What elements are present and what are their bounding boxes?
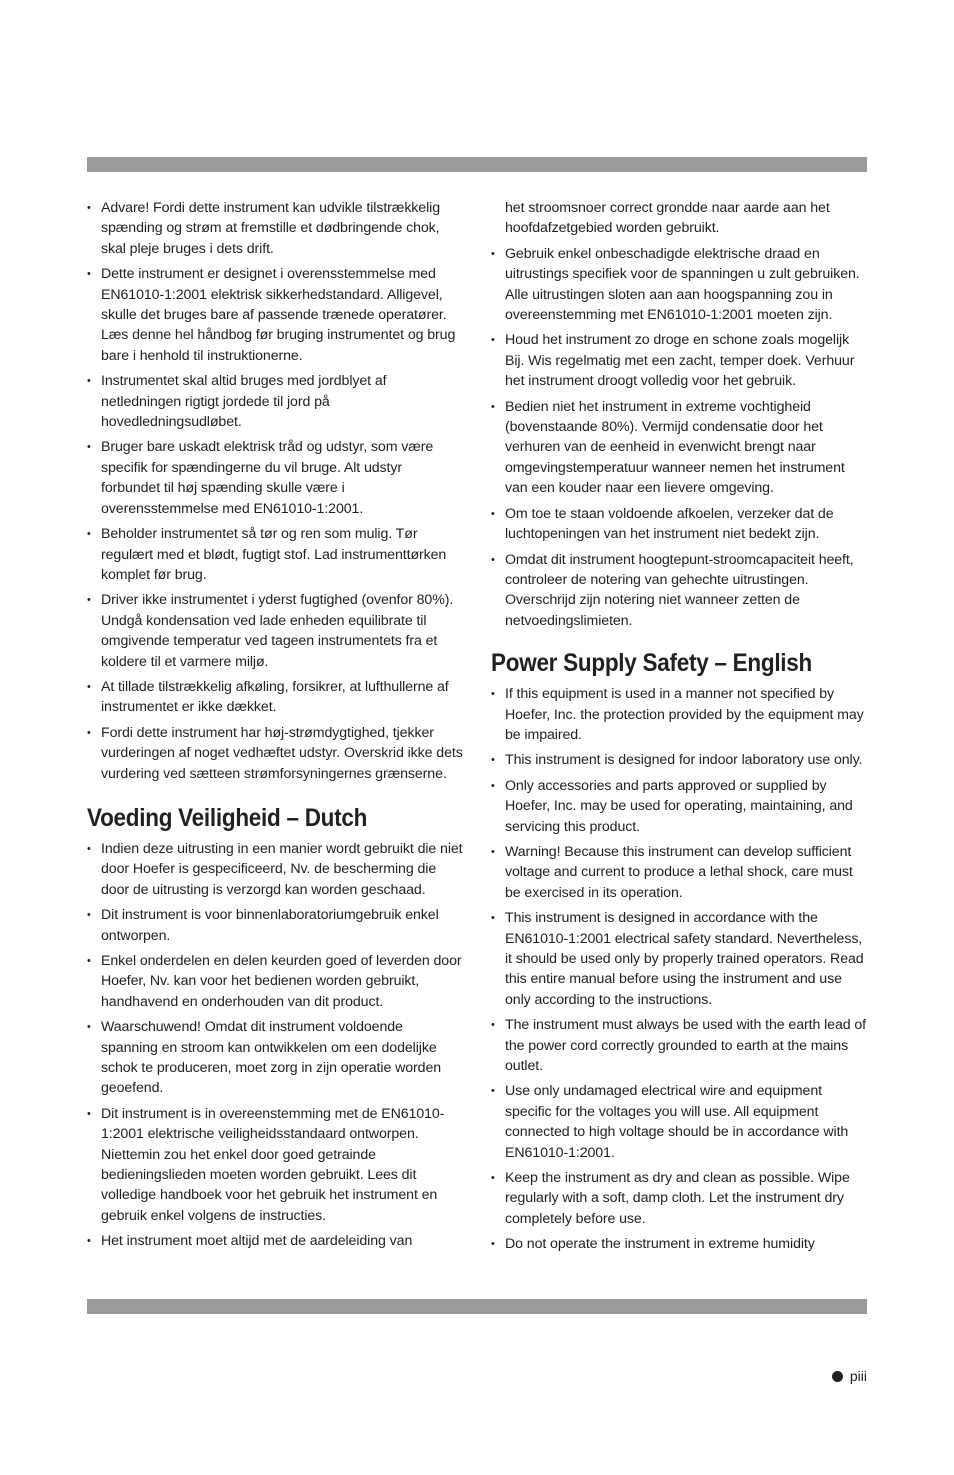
list-item: • Use only undamaged electrical wire and equipment specific for the voltages you will use. All equipment connected to high voltage should be in accordance with EN61010-1:2001. xyxy=(491,1081,867,1163)
list-item: • Waarschuwend! Omdat dit instrument voldoende spanning en stroom kan ontwikkelen om een dodelijke schok te produceren, moet zorg in zijn operatie worden geoefend. xyxy=(87,1017,463,1099)
bullet-dot-icon xyxy=(832,1371,843,1382)
list-item: • This instrument is designed in accordance with the EN61010-1:2001 electrical safety standard. Nevertheless, it should be used only by properly trained operators. Read this entire manual before using the instrument and use only according to the instructions. xyxy=(491,908,867,1010)
english-list xyxy=(491,684,867,1255)
list-item: • Houd het instrument zo droge en schone zoals mogelijk Bij. Wis regelmatig met een zacht, temper doek. Verhuur het instrument droogt volledig voor het gebruik. xyxy=(491,330,867,391)
list-item: • The instrument must always be used with the earth lead of the power cord correctly grounded to earth at the mains outlet. xyxy=(491,1015,867,1076)
list-item: • Gebruik enkel onbeschadigde elektrische draad en uitrustings specifiek voor de spanningen u zult gebruiken. Alle uitrustingen sloten aan aan hoogspanning zou in overeenstemming met EN61010-1:2001 moeten zijn. xyxy=(491,244,867,326)
list-item: • Keep the instrument as dry and clean as possible. Wipe regularly with a soft, damp cloth. Let the instrument dry completely before use. xyxy=(491,1168,867,1229)
danish-list xyxy=(87,198,463,784)
list-item: • At tillade tilstrækkelig afkøling, forsikrer, at lufthullerne af instrumentet er ikke dækket. xyxy=(87,677,463,718)
list-item: • If this equipment is used in a manner not specified by Hoefer, Inc. the protection provided by the equipment may be impaired. xyxy=(491,684,867,745)
list-item: • Dit instrument is voor binnenlaboratoriumgebruik enkel ontworpen. xyxy=(87,905,463,946)
list-item: • This instrument is designed for indoor laboratory use only. xyxy=(491,750,867,770)
list-item: • Dit instrument is in overeenstemming met de EN61010-1:2001 elektrische veiligheidsstandaard ontworpen. Niettemin zou het enkel door goed getrainde bedieningslieden moeten worden gebruikt. Lees dit volledige handboek voor het gebruik het instrument en gebruik enkel volgens de instructies. xyxy=(87,1104,463,1226)
dutch-list-continued xyxy=(491,244,867,631)
page-footer xyxy=(832,1368,867,1384)
list-item: • Driver ikke instrumentet i yderst fugtighed (ovenfor 80%). Undgå kondensation ved lade enheden equilibrate til omgivende temperatur ved tageen instrumentets fra et koldere til et varmere miljø. xyxy=(87,590,463,672)
section-heading-dutch: Voeding Veiligheid – Dutch xyxy=(87,803,368,832)
list-item: • Only accessories and parts approved or supplied by Hoefer, Inc. may be used for operating, maintaining, and servicing this product. xyxy=(491,776,867,837)
right-column xyxy=(491,198,867,1260)
top-rule xyxy=(87,157,867,172)
list-item: • Advare! Fordi dette instrument kan udvikle tilstrækkelig spænding og strøm at fremstille et dødbringende chok, skal pleje bruges i dets drift. xyxy=(87,198,463,259)
list-item: • Fordi dette instrument har høj-strømdygtighed, tjekker vurderingen af noget vedhæftet udstyr. Overskrid ikke dets vurdering ved sætteen strømforsyningernes grænserne. xyxy=(87,723,463,784)
list-item: • Dette instrument er designet i overensstemmelse med EN61010-1:2001 elektrisk sikkerhedstandard. Alligevel, skulle det bruges bare af passende trænede operatører. Læs denne hel håndbog før bruging instrumentet og brug bare i henhold til instruktionerne. xyxy=(87,264,463,366)
list-item: • Bedien niet het instrument in extreme vochtigheid (bovenstaande 80%). Vermijd condensatie door het verhuren van de eenheid in evenwicht brengt naar omgevingstemperatuur wanneer nemen het instrument van een kouder naar een lievere omgeving. xyxy=(491,397,867,499)
list-item: • Het instrument moet altijd met de aardeleiding van xyxy=(87,1231,463,1251)
list-item: • Beholder instrumentet så tør og ren som mulig. Tør regulært med et blødt, fugtigt stof. Lad instrumenttørken komplet før brug. xyxy=(87,524,463,585)
list-item: • Om toe te staan voldoende afkoelen, verzeker dat de luchtopeningen van het instrument niet bedekt zijn. xyxy=(491,504,867,545)
list-item: • Bruger bare uskadt elektrisk tråd og udstyr, som være specifik for spændingerne du vil bruge. Alt udstyr forbundet til høj spænding skulle være i overensstemmelse med EN61010-1:2001. xyxy=(87,437,463,519)
page-number: piii xyxy=(849,1368,867,1384)
left-column xyxy=(87,198,463,1257)
list-item: • Instrumentet skal altid bruges med jordblyet af netledningen rigtigt jordede til jord på hovedledningsudløbet. xyxy=(87,371,463,432)
list-item: • Enkel onderdelen en delen keurden goed of leverden door Hoefer, Nv. kan voor het bedienen worden gebruikt, handhavend en onderhouden van dit product. xyxy=(87,951,463,1012)
list-item-continuation: het stroomsnoer correct grondde naar aarde aan het hoofdafzetgebied worden gebruikt. xyxy=(505,200,830,237)
list-item: • Indien deze uitrusting in een manier wordt gebruikt die niet door Hoefer is gespecificeerd, Nv. de bescherming die door de uitrusting is verzorgd kan worden geschaad. xyxy=(87,839,463,900)
list-item: • Warning! Because this instrument can develop sufficient voltage and current to produce a lethal shock, care must be exercised in its operation. xyxy=(491,842,867,903)
bottom-rule xyxy=(87,1299,867,1314)
list-item: • Do not operate the instrument in extreme humidity xyxy=(491,1234,867,1254)
list-item: • Omdat dit instrument hoogtepunt-stroomcapaciteit heeft, controleer de notering van gehechte uitrustingen. Overschrijd zijn notering niet wanneer zetten de netvoedingslimieten. xyxy=(491,550,867,632)
dutch-list xyxy=(87,839,463,1252)
section-heading-english: Power Supply Safety – English xyxy=(491,649,813,678)
